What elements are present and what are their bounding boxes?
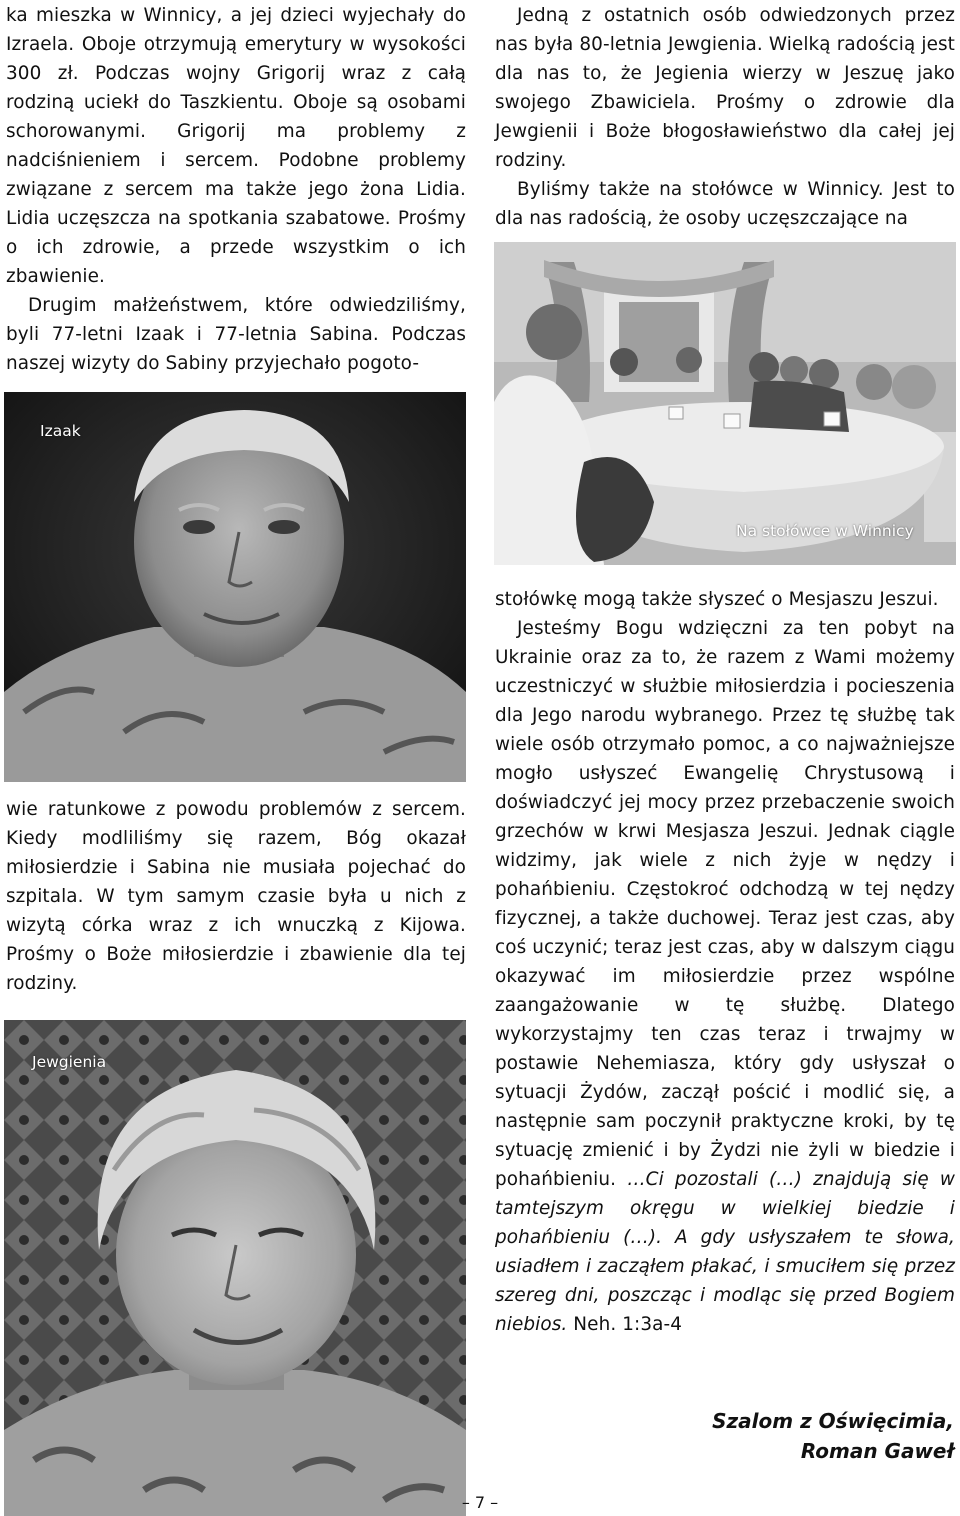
paragraph-gratitude xyxy=(495,614,955,1339)
right-column-lower xyxy=(495,585,955,1339)
photo-canteen-image xyxy=(494,242,956,565)
paragraph-canteen: Byliśmy także na stołówce w Winnicy. Jest to dla nas radością, że osoby uczęszczające na xyxy=(495,179,955,229)
photo-jewgienia-caption: Jewgienia xyxy=(32,1053,107,1071)
signature-author: Roman Gaweł xyxy=(800,1439,954,1463)
paragraph-jewgienia: Jedną z ostatnich osób odwiedzonych przez nas była 80-letnia Jewgienia. Wielką radością jest dla nas to, że Jegienia wierzy w Jeszuę jako swojego Zbawiciela. Prośmy o zdrowie dla Jewgienii i Boże błogosławieństwo dla całej jej rodziny. xyxy=(495,5,955,171)
photo-canteen-caption: Na stołówce w Winnicy xyxy=(736,522,914,540)
photo-jewgienia-image xyxy=(4,1020,466,1516)
photo-canteen xyxy=(494,242,956,565)
nehemiah-reference: Neh. 1:3a-4 xyxy=(573,1314,683,1335)
left-column-top xyxy=(6,1,466,378)
paragraph-canteen-continued: stołówkę mogą także słyszeć o Mesjaszu Jeszui. xyxy=(495,589,939,610)
paragraph-izaak-sabina: Drugim małżeństwem, które odwiedziliśmy, byli 77-letni Izaak i 77-letnia Sabina. Podczas naszej wizyty do Sabiny przyjechało pogoto- xyxy=(6,295,466,374)
paragraph-gratitude-text: Jesteśmy Bogu wdzięczni za ten pobyt na Ukrainie oraz za to, że razem z Wami możemy uczestniczyć w służbie miłosierdzia i pocieszenia dla Jego narodu wybranego. Przez tę służbę tak wiele osób otrzymało pomoc, a co najważniejsze mogło usłyszeć Ewangelię Chrystusową i doświadczyć jej mocy przez przebaczenie swoich grzechów w krwi Mesjasza Jeszui. Jednak ciągle widzimy, jak wiele z nich żyje w nędzy i pohańbieniu. Częstokroć odchodzą w tej nędzy fizycznej, a także duchowej. Teraz jest czas, aby coś uczynić; teraz jest czas, aby w dalszym ciągu okazywać im miłosierdzie przez wspólne zaangażowanie w tę służbę. Dlatego wykorzystajmy ten czas teraz i trwajmy w postawie Nehemiasza, który gdy usłyszał o sytuacji Żydów, zaczął pościć i modlić się, a następnie sam poczynił praktyczne kroki, by tę sytuację zmienić i by Żydzi nie żyli w biedzie i pohańbieniu. xyxy=(495,618,955,1190)
left-column-middle xyxy=(6,795,466,998)
photo-izaak xyxy=(4,392,466,782)
photo-jewgienia xyxy=(4,1020,466,1516)
paragraph-sabina-continued: wie ratunkowe z powodu problemów z sercem. Kiedy modliliśmy się razem, Bóg okazał miłosierdzie i Sabina nie musiała pojechać do szpitala. W tym samym czasie była u nich z wizytą córka wraz z ich wnuczką z Kijowa. Prośmy o Boże miłosierdzie i zbawienie dla tej rodziny. xyxy=(6,799,466,994)
photo-izaak-image xyxy=(4,392,466,782)
signature-greeting: Szalom z Oświęcimia, xyxy=(712,1409,954,1433)
right-column-top xyxy=(495,1,955,233)
page-number: – 7 – xyxy=(461,1493,499,1512)
photo-izaak-caption: Izaak xyxy=(40,422,81,440)
signature xyxy=(712,1406,954,1466)
paragraph-grigorij: ka mieszka w Winnicy, a jej dzieci wyjechały do Izraela. Oboje otrzymują emerytury w wysokości 300 zł. Podczas wojny Grigorij wraz z całą rodziną uciekł do Taszkientu. Oboje są osobami schorowanymi. Grigorij ma problemy z nadciśnieniem i sercem. Podobne problemy związane z sercem ma także jego żona Lidia. Lidia uczęszcza na spotkania szabatowe. Prośmy o ich zdrowie, a przede wszystkim o ich zbawienie. xyxy=(6,5,466,287)
nehemiah-quote: …Ci pozostali (…) znajdują się w tamtejszym okręgu w wielkiej biedzie i pohańbieniu (…). A gdy usłyszałem te słowa, usiadłem i zacząłem płakać, i smuciłem się przez szereg dni, poszcząc i modląc się przed Bogiem niebios. xyxy=(495,1169,955,1335)
